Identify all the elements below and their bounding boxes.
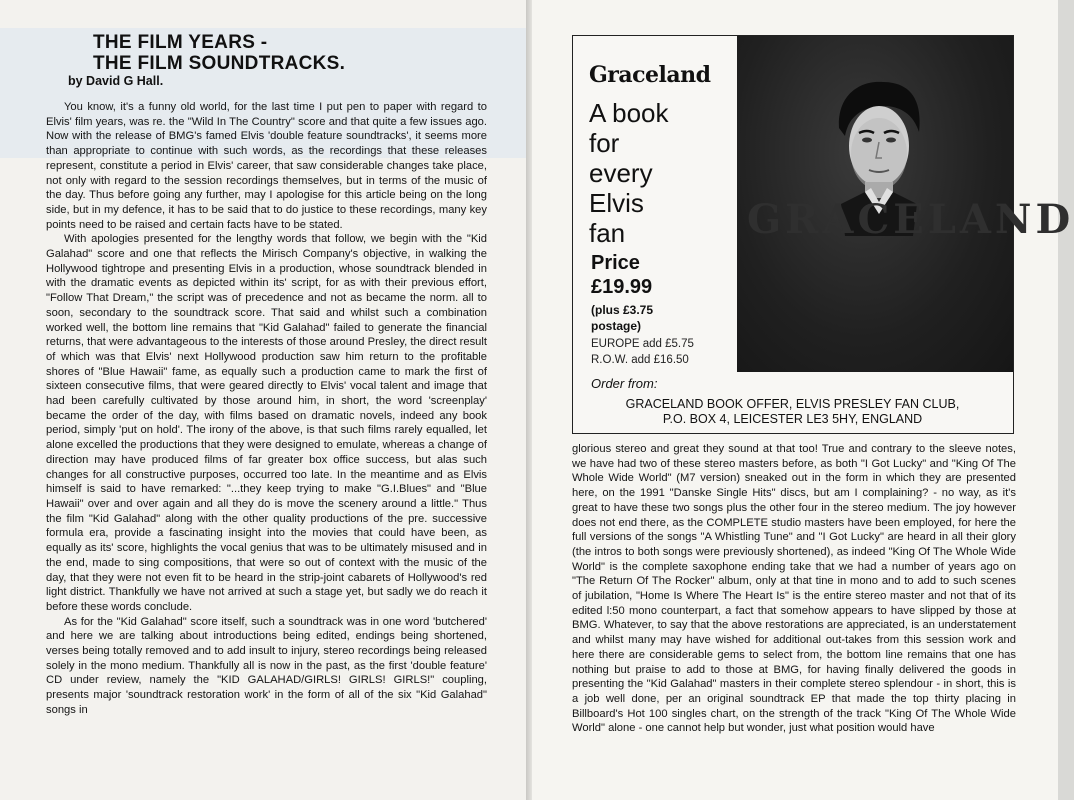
headline-word: every — [589, 158, 653, 188]
article-body — [46, 100, 487, 718]
book-advert — [572, 35, 1074, 434]
article-continuation — [572, 442, 1016, 736]
address-line: P.O. BOX 4, LEICESTER LE3 5HY, ENGLAND — [662, 412, 923, 426]
europe-rate: EUROPE add £5.75 — [591, 338, 694, 350]
postage-line: postage) — [591, 319, 642, 333]
headline-word: for — [589, 128, 620, 158]
headline-word: Elvis — [589, 188, 644, 218]
headline-word: fan — [589, 218, 626, 248]
byline: by David G Hall. — [68, 74, 164, 88]
paragraph-1: You know, it's a funny old world, for the last time I put pen to paper with regard to Elvis' film years, was re. the "Wild In The Country" score and that quite a few issues ago. Now with the release of BMG's famed Elvis 'double feature soundtracks', it seems more than appropriate to continue with such words, as the recordings that these releases represent, constitute a period in Elvis' career, that saw considerable changes take place, not only with regard to the session recordings themselves, but in terms of the music of the day. Thus before going any further, may I apologise for this article being on the long side, but in my defence, it has to be said that to do justice to these recordings, many key points need to be raised and certain facts have to be stated. — [46, 101, 487, 231]
continuation-paragraph: glorious stereo and great they sound at that too! True and contrary to the sleeve notes, we have had two of these stereo masters before, as both "I Got Lucky" and "King Of The Whole Wide World" (M7 version) sneaked out in the form in which they are presented here, on the 1991 "Danske Single Hits" discs, but am I complaining? - no way, as it's great to have these two songs plus the other four in the stereo medium. The joy however does not end there, as the COMPLETE studio masters have been employed, for here the full versions of the songs "A Whistling Tune" and "I Got Lucky" are heard in all their glory (the intros to both songs were previously shortened), as indeed "King Of The Whole Wide World" is the complete saxophone ending take that we had a number of years ago on "The Return Of The Rocker" album, only at that tine in mono and to add to such scenes of jubilation, "Home Is Where The Heart Is" is the entire stereo master and not that of its edited l:50 mono counterpart, a fact that somehow appears to have slipped by those at BMG. Whatever, to say that the above restorations are appreciated, is an understatement and whilst many may have wished for additional out-takes from this session work and here there are considerable gems to select from, the bottom line remains that one has nothing but praise to add to those at BMG, for having finally delivered the goods in presenting the "Kid Galahad" masters in their complete stereo splendour - in short, this is a job well done, per an original soundtrack EP that made the top thirty placing in Billboard's Hot 100 singles chart, on the strength of the track "King Of The Whole Wide World" alone - one cannot help but wonder, just what position would have — [572, 443, 1016, 735]
order-from-label: Order from: — [591, 376, 658, 391]
ad-headline — [589, 98, 739, 248]
postage-line: (plus £3.75 — [591, 303, 654, 317]
paragraph-3: As for the "Kid Galahad" score itself, such a soundtrack was in one word 'butchered' and here we are talking about introductions being edited, endings being shortened, verses being totally removed and to add insult to injury, stereo recordings being released solely in the mono medium. Thankfully all is now in the past, as the first 'double feature' CD under review, namely the "KID GALAHAD/GIRLS! GIRLS! GIRLS!" coupling, presents major 'soundtrack restoration work' in the form of all of the six "Kid Galahad" songs in — [46, 615, 487, 716]
order-address — [573, 397, 1012, 427]
right-page — [532, 0, 1074, 800]
article-title — [93, 32, 345, 74]
title-line-2: THE FILM SOUNDTRACKS. — [93, 53, 346, 74]
postage-note — [591, 302, 741, 334]
address-line: GRACELAND BOOK OFFER, ELVIS PRESLEY FAN CLUB, — [625, 397, 960, 411]
cover-title: GRACELAND — [747, 196, 1074, 243]
paragraph-2: With apologies presented for the lengthy words that follow, we begin with the "Kid Galahad" score and one that reflects the Mirisch Company's objective, in walking the Hollywood tightrope and presenting Elvis in a production, whose soundtrack blended in with the dramatic events as depicted within its' script, for as with their previous effort, "Follow That Dream," the script was of precedence and not as became the norm. all to soon, secondary to the soundtrack score. That said and whilst such a combination worked well, the bottom line remains that "Kid Galahad" failed to generate the financial returns, that were advantageous to the interests of those around Presley, the direct result of which was that Elvis' next Hollywood production saw him return to the profitable shores of "Blue Hawaii" fame, as equally such a production came to mark the first of sixteen consecutive films, that were geared directly to Elvis' vocal talent and image that had been carefully cultivated by those around him, in short, the word 'screenplay' became the order of the day, with films based on dramatic novels, indeed any book period, simply 'put on hold'. The irony of the above, is that such films rarely equalled, let alone excelled the productions that they were designed to emulate, whereas a change of direction may have produced films of far greater box office success, but alas such changes for all constructive purposes, occurred too late. In the meantime and as Elvis himself is said to have remarked: "...they keep trying to make "G.I.Blues" and "Blue Hawaii" over and over again and all they do is move the scenery around a little." Thus the film "Kid Galahad" along with the other quality productions of the pre. successive formula era, provide a fascinating insight into the movies that could have been, as equally as its' score, highlights the vocal genius that was to be ultimately misused and in the end, made to sing compositions, that were so out of context with the music of the day, that they were not even fit to be heard in the strip-joint cabarets of Hollywood's red light district. Thankfully we have not arrived at such a stage yet, but sadly we do reach it before these words conclude. — [46, 233, 487, 613]
title-line-1: THE FILM YEARS - — [93, 32, 268, 53]
headline-word: A book — [589, 98, 669, 128]
price-label: Price — [591, 252, 640, 274]
left-page — [0, 0, 526, 800]
row-rate: R.O.W. add £16.50 — [591, 354, 689, 366]
ad-brand: Graceland — [589, 62, 711, 88]
price-value: £19.99 — [591, 276, 653, 298]
book-cover-image — [737, 36, 1074, 372]
